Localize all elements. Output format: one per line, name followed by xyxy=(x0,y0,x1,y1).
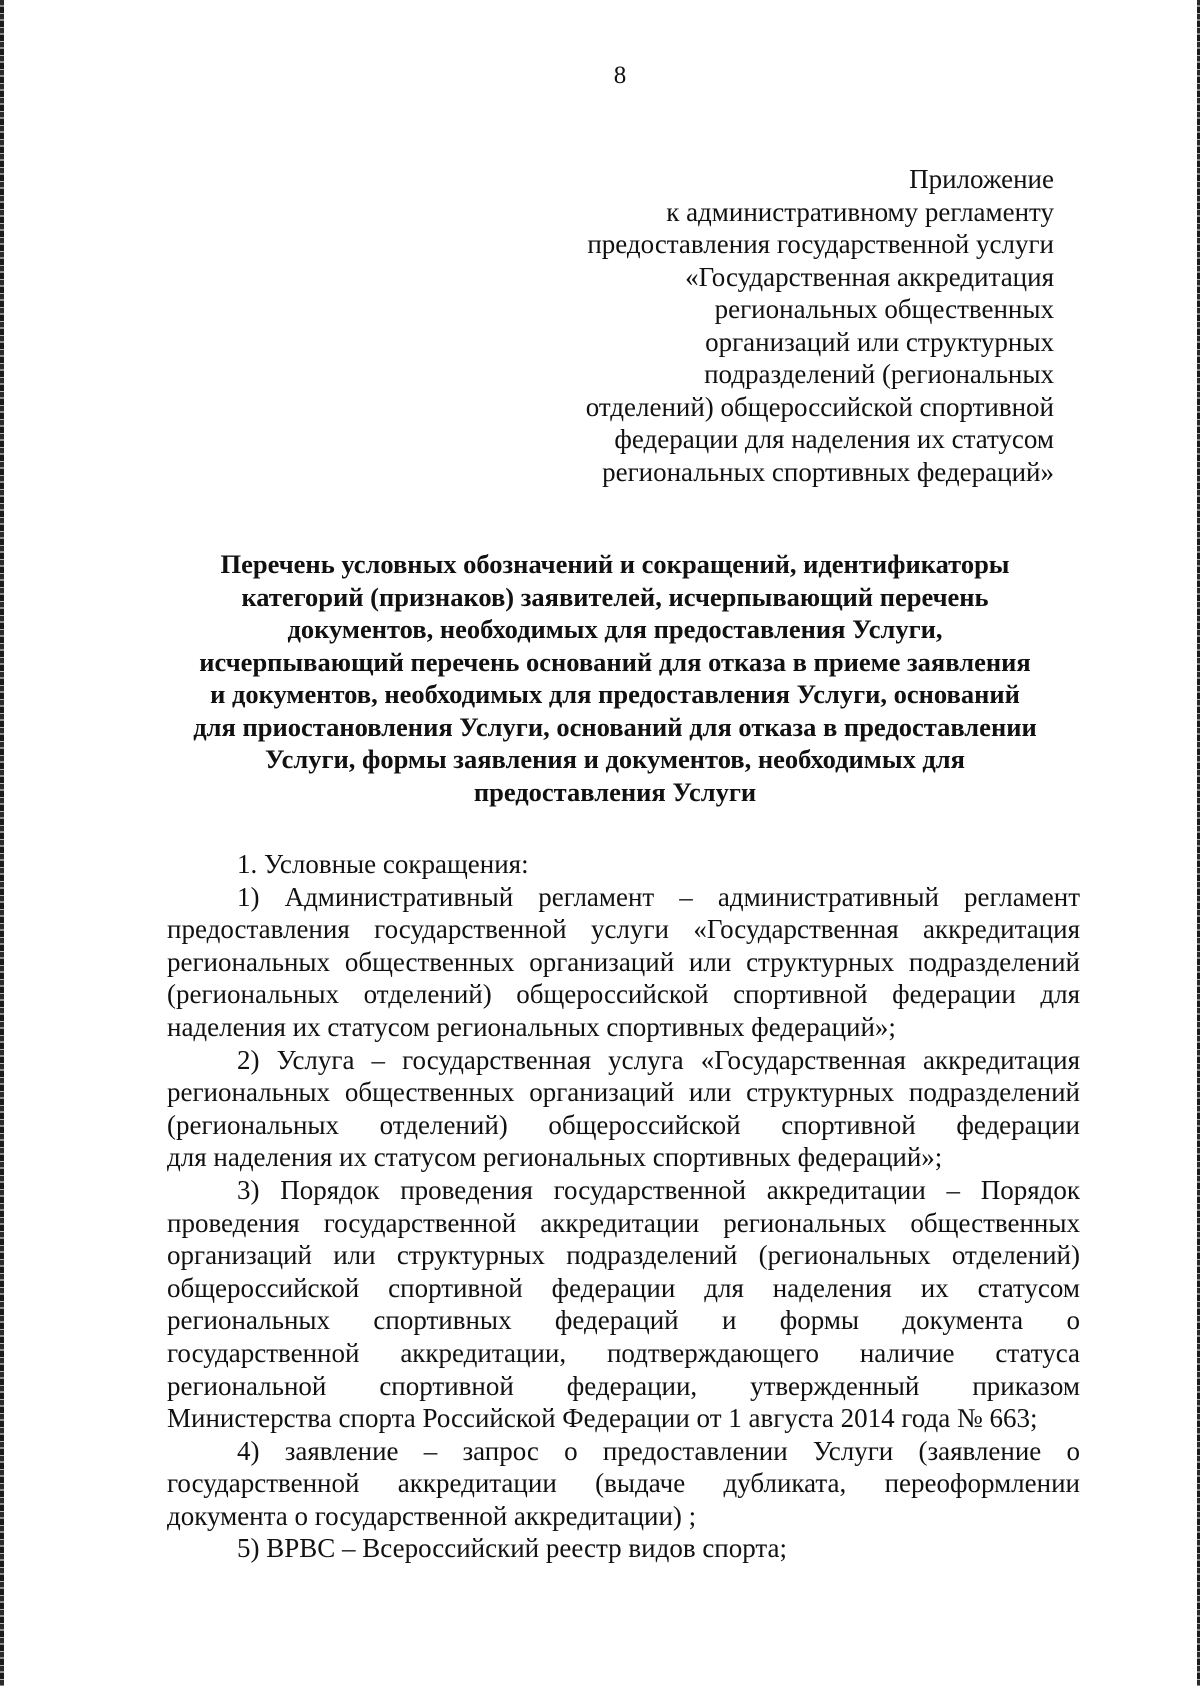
body-line: для наделения их статусом региональных спортивных федераций»; xyxy=(167,1142,943,1173)
body-line: региональной спортивной федерации, утвержденный приказом xyxy=(167,1370,1080,1401)
body-line: 2) Услуга – государственная услуга «Государственная аккредитация xyxy=(237,1044,1080,1075)
body-line: 3) Порядок проведения государственной аккредитации – Порядок xyxy=(237,1174,1080,1205)
body-line: (региональных отделений) общероссийской спортивной федерации xyxy=(167,1109,1080,1140)
section-heading: 1. Условные сокращения: xyxy=(237,849,529,879)
body-line: региональных спортивных федераций и формы документа о xyxy=(167,1305,1080,1336)
appendix-line: Приложение xyxy=(909,164,1054,194)
body-line: предоставления государственной услуги «Государственная аккредитация xyxy=(167,914,1080,945)
body-line: организаций или структурных подразделений (региональных отделений) xyxy=(167,1240,1080,1271)
body-line: 4) заявление – запрос о предоставлении Услуги (заявление о xyxy=(237,1435,1080,1466)
appendix-header xyxy=(494,163,1054,488)
body-line: общероссийской спортивной федерации для наделения их статусом xyxy=(167,1272,1080,1303)
title-line: для приостановления Услуги, оснований для отказа в предоставлении xyxy=(193,711,1037,742)
appendix-line: региональных общественных xyxy=(714,294,1054,324)
title-line: документов, необходимых для предоставления Услуги, xyxy=(287,614,943,644)
appendix-line: предоставления государственной услуги xyxy=(587,229,1054,259)
title-line: Услуги, формы заявления и документов, необходимых для xyxy=(264,744,966,774)
appendix-line: подразделений (региональных xyxy=(704,359,1054,389)
appendix-line: федерации для наделения их статусом xyxy=(614,424,1054,454)
body-line: государственной аккредитации (выдаче дубликата, переоформлении xyxy=(167,1468,1080,1499)
appendix-line: отделений) общероссийской спортивной xyxy=(585,391,1054,422)
body-line: региональных общественных организаций или структурных подразделений xyxy=(167,946,1080,977)
body-line: проведения государственной аккредитации региональных общественных xyxy=(167,1207,1080,1238)
body-line: Министерства спорта Российской Федерации от 1 августа 2014 года № 663; xyxy=(167,1403,1038,1434)
body-line: наделения их статусом региональных спортивных федераций»; xyxy=(167,1011,896,1042)
body-line: 1) Административный регламент – административный регламент xyxy=(237,881,1080,912)
body-line: документа о государственной аккредитации) ; xyxy=(167,1500,697,1531)
scan-edge-left xyxy=(0,0,4,1686)
appendix-line: «Государственная аккредитация xyxy=(685,261,1054,292)
document-body xyxy=(167,848,1080,1565)
document-title xyxy=(150,548,1080,808)
appendix-line: региональных спортивных федераций» xyxy=(602,456,1054,487)
body-line: 5) ВРВС – Всероссийский реестр видов спорта; xyxy=(237,1533,788,1564)
title-line: исчерпывающий перечень оснований для отказа в приеме заявления xyxy=(199,646,1031,677)
title-line: категорий (признаков) заявителей, исчерпывающий перечень xyxy=(241,581,989,612)
body-line: (региональных отделений) общероссийской спортивной федерации для xyxy=(167,979,1080,1010)
page-number: 8 xyxy=(613,62,627,89)
body-line: региональных общественных организаций или структурных подразделений xyxy=(167,1077,1080,1108)
title-line: предоставления Услуги xyxy=(473,776,757,807)
appendix-line: организаций или структурных xyxy=(705,326,1054,357)
body-line: государственной аккредитации, подтверждающего наличие статуса xyxy=(167,1337,1080,1368)
appendix-line: к административному регламенту xyxy=(666,196,1054,227)
title-line: Перечень условных обозначений и сокращений, идентификаторы xyxy=(220,549,1010,579)
title-line: и документов, необходимых для предоставления Услуги, оснований xyxy=(210,679,1020,709)
